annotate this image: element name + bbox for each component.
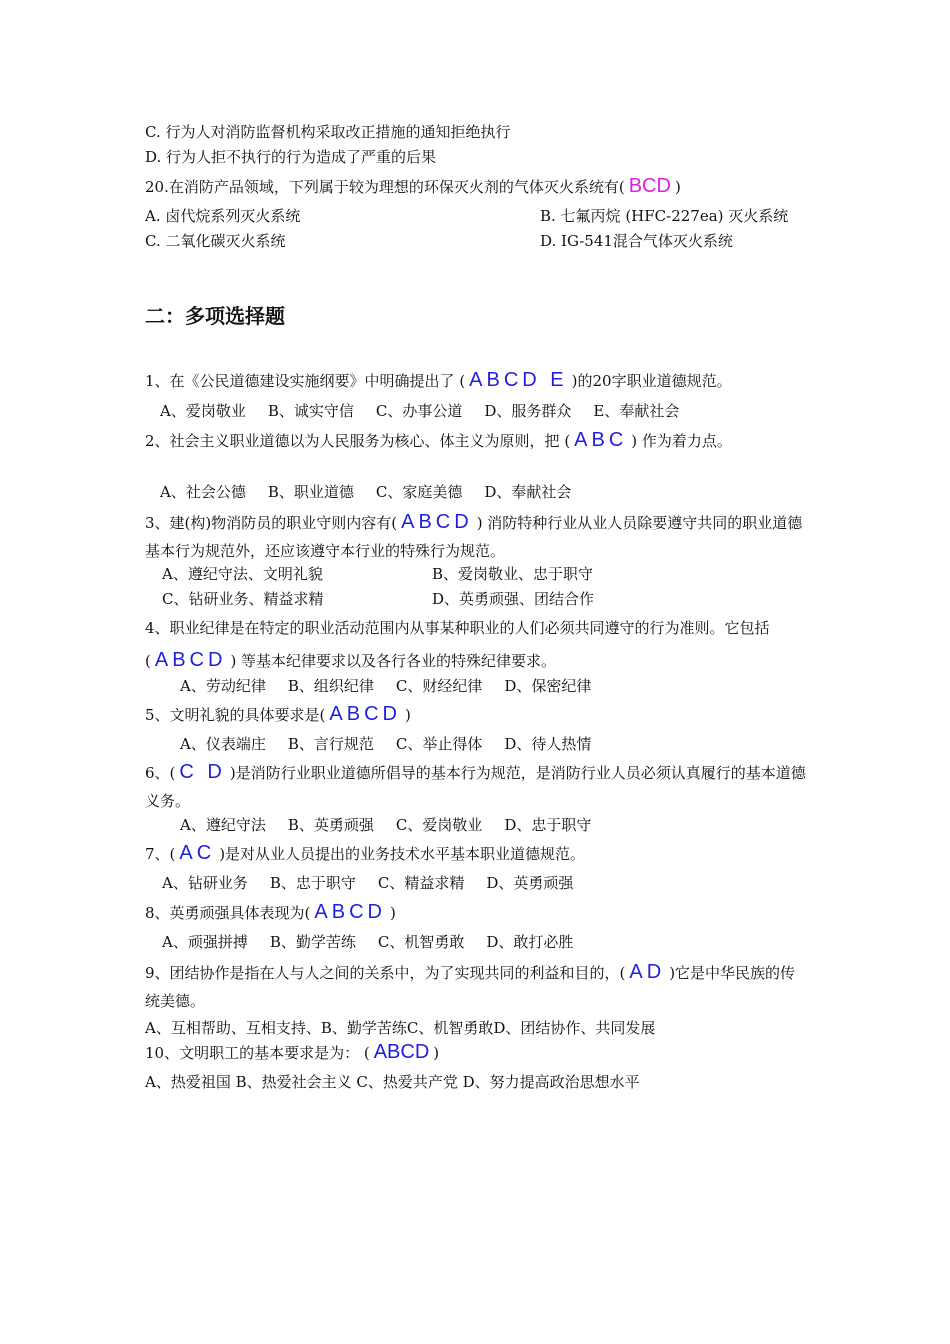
q1-answer: ABCD E xyxy=(469,369,568,391)
option: D、奉献社会 xyxy=(484,483,572,501)
option: B、勤学苦练 xyxy=(269,933,356,951)
option: D、敢打必胜 xyxy=(486,933,574,951)
option: A、遵纪守法 xyxy=(180,816,266,834)
q20-close: ) xyxy=(674,178,681,196)
q8-after: ) xyxy=(389,904,396,922)
q1-text: 1、在《公民道德建设实施纲要》中明确提出了 ( xyxy=(145,372,466,390)
q20-options-row2 xyxy=(145,231,733,251)
q20-option-c: C. 二氧化碳灭火系统 xyxy=(145,232,286,250)
option: C、办事公道 xyxy=(375,402,463,420)
q20-option-b: B. 七氟丙烷 (HFC-227ea) 灭火系统 xyxy=(540,207,789,225)
q4-after: ) 等基本纪律要求以及各行各业的特殊纪律要求。 xyxy=(230,652,557,670)
question-8 xyxy=(145,902,396,923)
option: C、机智勇敢 xyxy=(377,933,465,951)
option: D、英勇顽强、团结合作 xyxy=(432,590,595,608)
option: C、家庭美德 xyxy=(375,483,463,501)
q6-text: 6、( xyxy=(145,764,176,782)
q20-text: 20.在消防产品领域，下列属于较为理想的环保灭火剂的气体灭火系统有( xyxy=(145,178,625,196)
option: A、仪表端庄 xyxy=(180,735,266,753)
q8-answer: ABCD xyxy=(314,901,386,923)
question-10 xyxy=(145,1042,439,1063)
question-6 xyxy=(145,758,807,815)
q19-option-d: D. 行为人拒不执行的行为造成了严重的后果 xyxy=(145,148,437,166)
option: B、言行规范 xyxy=(287,735,374,753)
q8-options xyxy=(162,932,595,952)
q4-text: 4、职业纪律是在特定的职业活动范围内从事某种职业的人们必须共同遵守的行为准则。它包括 ( xyxy=(145,619,770,670)
q7-after: )是对从业人员提出的业务技术水平基本职业道德规范。 xyxy=(219,845,586,863)
question-7 xyxy=(145,843,585,864)
option: D、忠于职守 xyxy=(504,816,592,834)
q2-options xyxy=(160,482,593,502)
option: D、服务群众 xyxy=(484,402,572,420)
question-2 xyxy=(145,426,807,455)
q6-answer: C D xyxy=(179,761,226,783)
q5-options xyxy=(180,734,613,754)
option: B、组织纪律 xyxy=(287,677,374,695)
option: E、奉献社会 xyxy=(593,402,680,420)
question-1 xyxy=(145,370,732,391)
q5-text: 5、文明礼貌的具体要求是( xyxy=(145,706,326,724)
q3-text: 3、建(构)物消防员的职业守则内容有( xyxy=(145,514,398,532)
option: C、精益求精 xyxy=(377,874,465,892)
q9-text: 9、团结协作是指在人与人之间的关系中，为了实现共同的利益和目的，( xyxy=(145,964,626,982)
option: B、英勇顽强 xyxy=(287,816,374,834)
q19-option-c: C. 行为人对消防监督机构采取改正措施的通知拒绝执行 xyxy=(145,123,511,141)
q3-after: ) 消防特种行业从业人员除要遵守共同的职业道德基本行为规范外，还应该遵守本行业的特殊行为规范。 xyxy=(145,514,803,560)
option: B、爱岗敬业、忠于职守 xyxy=(432,565,594,583)
option: A、钻研业务 xyxy=(162,874,248,892)
option: B、忠于职守 xyxy=(269,874,356,892)
q20-option-a: A. 卤代烷系列灭火系统 xyxy=(145,207,301,225)
q2-after: ) 作为着力点。 xyxy=(631,432,732,450)
q20-option-d: D. IG-541混合气体灭火系统 xyxy=(540,232,733,250)
q5-after: ) xyxy=(404,706,411,724)
option: B、职业道德 xyxy=(267,483,354,501)
q6-after: )是消防行业职业道德所倡导的基本行为规范，是消防行业人员必须认真履行的基本道德义务。 xyxy=(145,764,806,810)
q7-options xyxy=(162,873,595,893)
q20-options-row1 xyxy=(145,206,789,226)
q9-options: A、互相帮助、互相支持、B、勤学苦练C、机智勇敢D、团结协作、共同发展 xyxy=(145,1019,656,1037)
q2-text: 2、社会主义职业道德以为人民服务为核心、体主义为原则，把 ( xyxy=(145,432,571,450)
q10-text: 10、文明职工的基本要求是为： ( xyxy=(145,1044,370,1062)
option: A、爱岗敬业 xyxy=(160,402,246,420)
option: A、顽强拼搏 xyxy=(162,933,248,951)
option: D、待人热情 xyxy=(504,735,592,753)
q9-answer: AD xyxy=(629,961,666,983)
q2-answer: ABC xyxy=(574,429,628,451)
q1-options xyxy=(160,401,701,421)
q20-answer: BCD xyxy=(628,175,671,197)
q10-answer: ABCD xyxy=(373,1041,430,1063)
question-9 xyxy=(145,958,807,1015)
option: C、举止得体 xyxy=(395,735,483,753)
option: A、劳动纪律 xyxy=(180,677,266,695)
option: C、钻研业务、精益求精 xyxy=(162,590,324,608)
q4-options xyxy=(180,676,613,696)
q1-after: )的20字职业道德规范。 xyxy=(571,372,732,390)
question-3 xyxy=(145,508,807,565)
option: C、爱岗敬业 xyxy=(395,816,483,834)
question-5 xyxy=(145,704,411,725)
option: A、遵纪守法、文明礼貌 xyxy=(162,565,323,583)
q20-stem xyxy=(145,176,681,197)
q3-answer: ABCD xyxy=(401,511,473,533)
option: B、诚实守信 xyxy=(267,402,354,420)
q7-answer: AC xyxy=(179,842,216,864)
section-title: 二：多项选择题 xyxy=(145,304,285,328)
q9-after: )它是中华民族的传统美德。 xyxy=(145,964,796,1010)
q10-options: A、热爱祖国 B、热爱社会主义 C、热爱共产党 D、努力提高政治思想水平 xyxy=(145,1073,640,1091)
q4-answer: ABCD xyxy=(154,649,227,671)
q7-text: 7、( xyxy=(145,845,176,863)
q3-options-row2 xyxy=(162,589,595,609)
option: D、保密纪律 xyxy=(504,677,592,695)
question-4 xyxy=(145,612,807,677)
option: A、社会公德 xyxy=(160,483,246,501)
q6-options xyxy=(180,815,613,835)
q10-after: ) xyxy=(433,1044,440,1062)
q8-text: 8、英勇顽强具体表现为( xyxy=(145,904,311,922)
option: C、财经纪律 xyxy=(395,677,483,695)
q3-options-row1 xyxy=(162,564,594,584)
q5-answer: ABCD xyxy=(329,703,401,725)
option: D、英勇顽强 xyxy=(486,874,574,892)
